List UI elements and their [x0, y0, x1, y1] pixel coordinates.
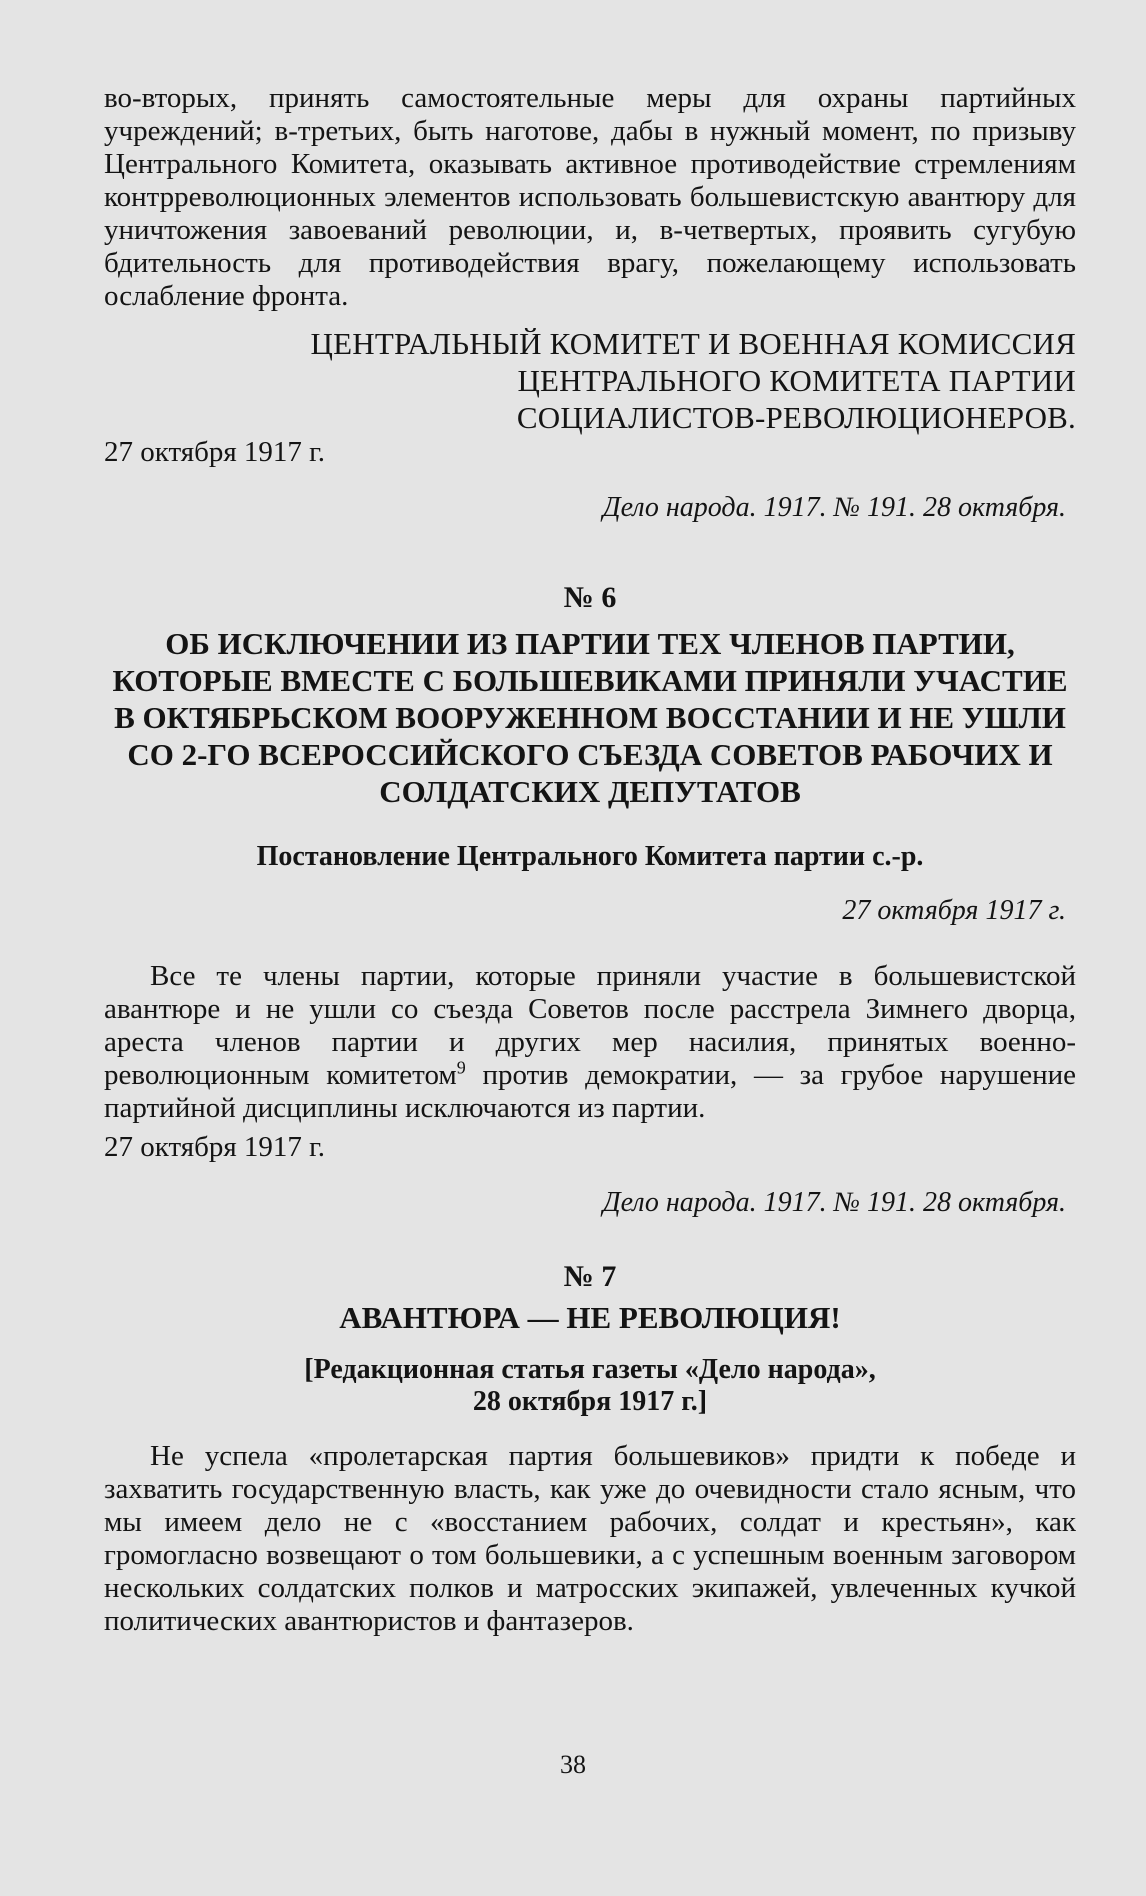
resolution-text-part-2: против демократии, — за грубое нарушение партийной дисциплины исключаются из партии.: [104, 1059, 1077, 1124]
resolution-body: [104, 960, 1076, 1125]
article-subtitle: [104, 1354, 1076, 1418]
source-citation-2: Дело народа. 1917. № 191. 28 октября.: [602, 1187, 1066, 1218]
subtitle-line-2: 28 октября 1917 г.]: [472, 1386, 708, 1417]
document-title-6: ОБ ИСКЛЮЧЕНИИ ИЗ ПАРТИИ ТЕХ ЧЛЕНОВ ПАРТИИ, КОТОРЫЕ ВМЕСТЕ С БОЛЬШЕВИКАМИ ПРИНЯЛИ УЧАСТИЕ В ОКТЯБРЬСКОМ ВООРУЖЕННОМ ВОССТАНИИ И НЕ УШЛИ СО 2-ГО ВСЕРОССИЙСКОГО СЪЕЗДА СОВЕТОВ РАБОЧИХ И СОЛДАТСКИХ ДЕПУТАТОВ: [112, 626, 1068, 809]
date-line-2: 27 октября 1917 г.: [104, 1131, 326, 1163]
document-title-7: АВАНТЮРА — НЕ РЕВОЛЮЦИЯ!: [339, 1300, 841, 1335]
page-number: 38: [560, 1750, 586, 1779]
subtitle-line-1: [Редакционная статья газеты «Дело народа»,: [304, 1354, 876, 1385]
resolution-date: 27 октября 1917 г.: [842, 895, 1066, 926]
source-citation-1: Дело народа. 1917. № 191. 28 октября.: [602, 492, 1066, 523]
resolution-heading: Постановление Центрального Комитета партии с.-р.: [256, 841, 924, 872]
document-number-7: № 7: [563, 1260, 617, 1293]
signature-line-3: СОЦИАЛИСТОВ-РЕВОЛЮЦИОНЕРОВ.: [516, 400, 1076, 435]
date-line-1: 27 октября 1917 г.: [104, 436, 326, 468]
page-content: [104, 82, 1076, 1638]
article-body: Не успела «пролетарская партия большевиков» придти к победе и захватить государственную власть, как уже до очевидности стало ясным, что мы имеем дело не с «восстанием рабочих, солдат и крестьян», как громогласно возвещают о том большевики, а с успешным военным заговором нескольких солдатских полков и матросских экипажей, увлеченных кучкой политических авантюристов и фантазеров.: [104, 1440, 1076, 1637]
signature-line-1: ЦЕНТРАЛЬНЫЙ КОМИТЕТ И ВОЕННАЯ КОМИССИЯ: [310, 326, 1076, 361]
document-number-6: № 6: [563, 581, 617, 614]
resolution-text-part-1: Все те члены партии, которые приняли участие в большевистской авантюре и не ушли со съезда Советов после расстрела Зимнего дворца, ареста членов партии и других мер насилия, принятых военно-революционным комитетом: [104, 960, 1076, 1091]
footnote-reference: 9: [456, 1057, 466, 1078]
top-paragraph: во-вторых, принять самостоятельные меры для охраны партийных учреждений; в-третьих, быть наготове, дабы в нужный момент, по призыву Центрального Комитета, оказывать активное противодействие стремлениям контрреволюционных элементов использовать большевистскую авантюру для уничтожения завоеваний революции, и, в-четвертых, проявить сугубую бдительность для противодействия врагу, пожелающему использовать ослабление фронта.: [104, 82, 1076, 312]
signature-block: [104, 325, 1076, 436]
signature-line-2: ЦЕНТРАЛЬНОГО КОМИТЕТА ПАРТИИ: [517, 363, 1076, 398]
